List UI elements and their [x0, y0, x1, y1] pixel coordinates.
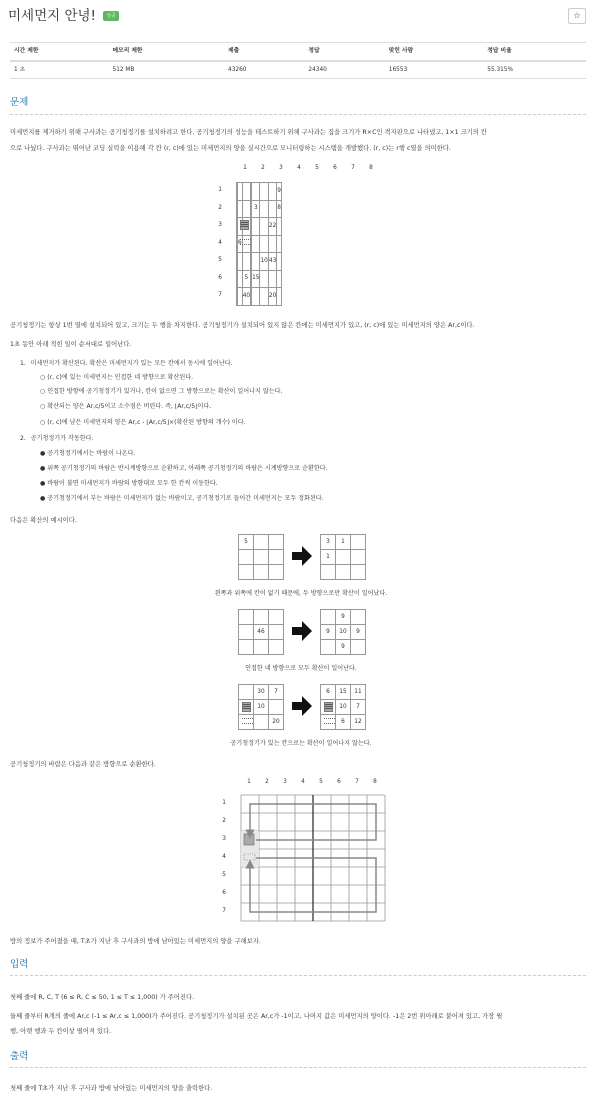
- column-header: 8: [369, 165, 373, 171]
- problem-page: [8, 0, 594, 1106]
- grid-cell: 3: [321, 535, 336, 550]
- grid-cell: [239, 700, 254, 715]
- column-header: 5: [319, 779, 323, 785]
- grid-cell: [351, 535, 366, 550]
- row-header: 7: [222, 908, 226, 914]
- row-header: 6: [218, 274, 222, 281]
- grid-row: [321, 685, 366, 700]
- column-header: 1: [243, 165, 247, 171]
- problem-intro-line-2: 으로 나눴다. 구사과는 뛰어난 코딩 실력을 이용해 각 칸 (r, c)에 있는 미세먼지의 양을 실시간으로 모니터링하는 시스템을 개발했다. (r, c)는 r행 c열을 의미한다.: [10, 145, 451, 152]
- section-title-input: 입력: [10, 959, 29, 970]
- column-header: 7: [355, 779, 359, 785]
- section-divider: [10, 1067, 586, 1068]
- example-1-before-grid: [238, 534, 284, 580]
- step-1-number: 1.: [20, 360, 26, 367]
- grid-cell: [254, 640, 269, 655]
- example-1-after-grid: [320, 534, 366, 580]
- input-line-1: 첫째 줄에 R, C, T (6 ≤ R, C ≤ 50, 1 ≤ T ≤ 1,000) 가 주어진다.: [10, 994, 195, 1001]
- list-item: [40, 372, 193, 384]
- problem-per-second: 1초 동안 아래 적힌 일이 순서대로 일어난다.: [10, 341, 132, 348]
- grid-cell: 5: [239, 535, 254, 550]
- grid-cell: [252, 288, 260, 306]
- value-accept-rate: 55.315%: [483, 61, 586, 79]
- list-item-text: 바람이 불면 미세먼지가 바람의 방향대로 모두 한 칸씩 이동한다.: [47, 480, 218, 487]
- example-3-after-grid: [320, 684, 366, 730]
- grid-cell: 3: [252, 200, 260, 218]
- grid-cell: [239, 640, 254, 655]
- grid-cell: 20: [269, 715, 284, 730]
- grid-row: [239, 550, 284, 565]
- example-1-after-table: [320, 534, 366, 580]
- column-header: 4: [301, 779, 305, 785]
- row-header: 4: [222, 854, 226, 860]
- grid-cell: 9: [321, 625, 336, 640]
- value-solved-users: 16553: [385, 61, 484, 79]
- value-time-limit: 1 초: [10, 61, 109, 79]
- row-header: 1: [222, 800, 226, 806]
- example-3-before-table: [238, 684, 284, 730]
- header-time-limit: 시간 제한: [10, 43, 109, 61]
- grid-row: [239, 685, 284, 700]
- air-purifier-base-icon: [239, 715, 253, 729]
- grid-row: [321, 715, 366, 730]
- grid-cell: [269, 700, 284, 715]
- grid-row: [237, 183, 282, 201]
- grid-cell: [260, 270, 268, 288]
- column-header: 3: [279, 165, 283, 171]
- grid-cell: [254, 535, 269, 550]
- problem-after-grid: 공기청정기는 항상 1번 열에 설치되어 있고, 크기는 두 행을 차지한다. 공기청정기가 설치되어 있지 않은 칸에는 미세먼지가 있고, (r, c)에 있는 미세먼지의 양은 Ar,c이다.: [10, 322, 475, 329]
- list-item-text: 인접한 방향에 공기청정기가 있거나, 칸이 없으면 그 방향으로는 확산이 일어나지 않는다.: [47, 388, 283, 395]
- grid-cell: [260, 200, 268, 218]
- row-header: 2: [218, 204, 222, 211]
- grid-cell: [351, 565, 366, 580]
- grid-cell: 46: [254, 625, 269, 640]
- grid-cell: [268, 235, 276, 253]
- grid-cell: [321, 640, 336, 655]
- column-header: 4: [297, 165, 301, 171]
- example-1-before-table: [238, 534, 284, 580]
- bullet-icon: ○: [40, 374, 46, 381]
- list-item-text: 공기청정기에서는 바람이 나온다.: [47, 450, 136, 457]
- grid-row: [239, 640, 284, 655]
- grid-cell: 8: [277, 200, 282, 218]
- list-item: [40, 417, 246, 429]
- step-1-text: 미세먼지가 확산된다. 확산은 미세먼지가 있는 모든 칸에서 동시에 일어난다.: [30, 360, 233, 367]
- column-header: 6: [333, 165, 337, 171]
- problem-intro-line-1: 미세먼지를 제거하기 위해 구사과는 공기청정기를 설치하려고 한다. 공기청정기의 성능을 테스트하기 위해 구사과는 집을 크기가 R×C인 격자판으로 나타냈고, 1×1 크기의 칸: [10, 129, 487, 136]
- section-divider: [10, 114, 586, 115]
- example-2-after-table: [320, 609, 366, 655]
- list-item: [40, 463, 328, 475]
- list-item-text: (r, c)에 남은 미세먼지의 양은 Ar,c - ⌊Ar,c/5⌋×(확산된 방향의 개수) 이다.: [47, 419, 246, 426]
- grid-row: [321, 625, 366, 640]
- grid-cell: 11: [351, 685, 366, 700]
- grid-cell: 22: [268, 218, 276, 236]
- bullet-icon: ●: [40, 480, 46, 487]
- arrow-icon: [292, 621, 312, 645]
- grid-row: [239, 535, 284, 550]
- column-header: 3: [283, 779, 287, 785]
- grid-cell: [254, 715, 269, 730]
- grid-cell: 5: [242, 270, 250, 288]
- air-purifier-icon: [244, 834, 254, 845]
- grid-cell: 1: [336, 535, 351, 550]
- grid-cell: 10: [336, 625, 351, 640]
- list-item: [40, 386, 282, 398]
- page-title: [8, 6, 119, 26]
- title-row: [8, 6, 594, 28]
- grid-cell: 6: [336, 715, 351, 730]
- grid-cell: [260, 288, 268, 306]
- grid-cell: [239, 715, 254, 730]
- air-purifier-icon: [239, 700, 253, 714]
- header-solved-users: 맞힌 사람: [385, 43, 484, 61]
- grid-cell: [239, 610, 254, 625]
- header-memory-limit: 메모리 제한: [109, 43, 225, 61]
- row-header: 6: [222, 890, 226, 896]
- problem-info-table: [10, 42, 586, 79]
- grid-cell: [242, 253, 250, 271]
- example-3-caption: 공기청정기가 있는 칸으로는 확산이 일어나지 않는다.: [230, 740, 372, 747]
- grid-cell: 1: [321, 550, 336, 565]
- grid-cell: [269, 640, 284, 655]
- section-title-problem: 문제: [10, 97, 29, 108]
- example-2-caption: 인접한 네 방향으로 모두 확산이 일어난다.: [245, 665, 357, 672]
- grid-cell: 12: [351, 715, 366, 730]
- value-memory-limit: 512 MB: [109, 61, 225, 79]
- page-title-text: 미세먼지 안녕!: [8, 8, 96, 24]
- list-item: [40, 448, 136, 460]
- grid-row: [239, 610, 284, 625]
- example-intro: 다음은 확산의 예시이다.: [10, 517, 77, 524]
- row-header: 3: [222, 836, 226, 842]
- column-header: 1: [247, 779, 251, 785]
- list-item-text: (r, c)에 있는 미세먼지는 인접한 네 방향으로 확산된다.: [47, 374, 194, 381]
- grid-row: [237, 253, 282, 271]
- arrow-icon: [292, 696, 312, 720]
- grid-cell: [239, 565, 254, 580]
- example-3-before-grid: [238, 684, 284, 730]
- step-2-text: 공기청정기가 작동한다.: [30, 435, 94, 442]
- bullet-icon: ●: [40, 450, 46, 457]
- grid-cell: [242, 183, 250, 201]
- main-grid: [236, 182, 282, 306]
- column-header: 7: [351, 165, 355, 171]
- grid-row: [321, 535, 366, 550]
- grid-row: [321, 565, 366, 580]
- row-header: 7: [218, 292, 222, 298]
- bullet-icon: ○: [40, 403, 46, 410]
- grid-cell: [269, 610, 284, 625]
- grid-row: [237, 200, 282, 218]
- grid-cell: [252, 218, 260, 236]
- grid-cell: 15: [336, 685, 351, 700]
- grid-cell: [321, 565, 336, 580]
- star-icon: ☆: [573, 11, 581, 20]
- list-item-text: 공기청정기에서 부는 바람은 미세먼지가 없는 바람이고, 공기청정기로 들어간 미세먼지는 모두 정화된다.: [47, 495, 324, 502]
- list-item-text: 위쪽 공기청정기의 바람은 반시계방향으로 순환하고, 아래쪽 공기청정기의 바람은 시계방향으로 순환한다.: [47, 465, 328, 472]
- grid-row: [321, 700, 366, 715]
- circulation-intro: 공기청정기의 바람은 다음과 같은 방향으로 순환한다.: [10, 761, 156, 768]
- grid-cell: [336, 550, 351, 565]
- bullet-icon: ○: [40, 419, 46, 426]
- grid-cell: [321, 610, 336, 625]
- column-header: 2: [265, 779, 269, 785]
- grid-cell: [252, 235, 260, 253]
- grid-cell: [321, 715, 336, 730]
- header-submissions: 제출: [224, 43, 304, 61]
- step-2-number: 2.: [20, 435, 26, 442]
- value-accepted: 24340: [304, 61, 384, 79]
- column-header: 6: [337, 779, 341, 785]
- grid-cell: [242, 200, 250, 218]
- column-header: 8: [373, 779, 377, 785]
- row-header: 1: [218, 187, 222, 193]
- info-value-row: [10, 61, 586, 79]
- grid-cell: [239, 685, 254, 700]
- grid-cell: [254, 565, 269, 580]
- status-badge: 성공: [103, 11, 119, 21]
- main-grid-table: [236, 182, 282, 306]
- example-2-before-table: [238, 609, 284, 655]
- grid-cell: [277, 253, 282, 271]
- grid-cell: [269, 535, 284, 550]
- grid-cell: 10: [336, 700, 351, 715]
- grid-row: [239, 715, 284, 730]
- value-submissions: 43260: [224, 61, 304, 79]
- example-2-before-grid: [238, 609, 284, 655]
- grid-cell: 9: [351, 625, 366, 640]
- grid-cell: [260, 183, 268, 201]
- bullet-icon: ●: [40, 495, 46, 502]
- grid-cell: [268, 270, 276, 288]
- row-header: 5: [218, 257, 222, 263]
- grid-cell: 40: [242, 288, 250, 306]
- grid-cell: 30: [254, 685, 269, 700]
- info-header-row: [10, 43, 586, 61]
- column-header: 2: [261, 165, 265, 171]
- grid-cell: [252, 253, 260, 271]
- grid-row: [237, 288, 282, 306]
- row-header: 4: [218, 239, 222, 246]
- grid-cell: [321, 700, 336, 715]
- grid-cell: 10: [260, 253, 268, 271]
- grid-row: [237, 270, 282, 288]
- arrow-icon: [292, 546, 312, 570]
- air-purifier-icon: [321, 700, 335, 714]
- list-item: [40, 401, 211, 413]
- grid-cell: [239, 550, 254, 565]
- problem-question: 방의 정보가 주어졌을 때, T초가 지난 후 구사과의 방에 남아있는 미세먼지의 양을 구해보자.: [10, 938, 261, 945]
- grid-row: [321, 550, 366, 565]
- grid-cell: [351, 640, 366, 655]
- row-header: 2: [222, 818, 226, 824]
- grid-cell: 7: [269, 685, 284, 700]
- list-item: [40, 478, 218, 490]
- grid-cell: [260, 218, 268, 236]
- list-item-text: 확산되는 양은 Ar,c/5이고 소수점은 버린다. 즉, ⌊Ar,c/5⌋이다.: [47, 403, 212, 410]
- grid-cell: [351, 610, 366, 625]
- input-line-2: 둘째 줄부터 R개의 줄에 Ar,c (-1 ≤ Ar,c ≤ 1,000)가 주어진다. 공기청정기가 설치된 곳은 Ar,c가 -1이고, 나머지 값은 미세먼지의 양이다. -1은 2번 위아래로 붙어져 있고, 가장 윗: [10, 1013, 503, 1020]
- section-title-output: 출력: [10, 1051, 29, 1062]
- grid-row: [239, 625, 284, 640]
- grid-cell: [239, 625, 254, 640]
- section-divider: [10, 975, 586, 976]
- header-accept-rate: 정답 비율: [483, 43, 586, 61]
- grid-row: [237, 218, 282, 236]
- grid-cell: 9: [336, 610, 351, 625]
- grid-cell: [268, 183, 276, 201]
- grid-cell: [268, 200, 276, 218]
- output-line-1: 첫째 줄에 T초가 지난 후 구사과 방에 남아있는 미세먼지의 양을 출력한다.: [10, 1085, 213, 1092]
- step-2: [20, 433, 94, 445]
- grid-cell: [254, 610, 269, 625]
- bullet-icon: ○: [40, 388, 46, 395]
- grid-cell: [277, 270, 282, 288]
- grid-row: [237, 235, 282, 253]
- row-header: 3: [218, 222, 222, 228]
- grid-cell: [336, 565, 351, 580]
- step-1: [20, 358, 233, 370]
- grid-cell: 15: [252, 270, 260, 288]
- grid-cell: [351, 550, 366, 565]
- grid-cell: [269, 550, 284, 565]
- list-item: [40, 493, 324, 505]
- grid-row: [321, 610, 366, 625]
- grid-cell: [269, 625, 284, 640]
- steps-list: [20, 358, 580, 508]
- grid-cell: 20: [268, 288, 276, 306]
- example-3-after-table: [320, 684, 366, 730]
- row-header: 5: [222, 872, 226, 878]
- grid-cell: [277, 288, 282, 306]
- grid-cell: [254, 550, 269, 565]
- grid-cell: [269, 565, 284, 580]
- grid-row: [239, 700, 284, 715]
- grid-cell: 10: [254, 700, 269, 715]
- grid-cell: 6: [321, 685, 336, 700]
- grid-cell: 9: [336, 640, 351, 655]
- star-button[interactable]: [568, 8, 586, 24]
- circulation-grid: [240, 794, 386, 922]
- grid-cell: 6: [238, 235, 243, 253]
- example-1-caption: 왼쪽과 위쪽에 칸이 없기 때문에, 두 방향으로만 확산이 일어났다.: [214, 590, 388, 597]
- grid-cell: 9: [277, 183, 282, 201]
- bullet-icon: ●: [40, 465, 46, 472]
- grid-row: [321, 640, 366, 655]
- grid-cell: [260, 235, 268, 253]
- example-2-after-grid: [320, 609, 366, 655]
- grid-cell: 7: [351, 700, 366, 715]
- grid-row: [239, 565, 284, 580]
- column-header: 5: [315, 165, 319, 171]
- grid-cell: [277, 218, 282, 236]
- air-purifier-base-icon: [321, 715, 335, 729]
- grid-cell: [277, 235, 282, 253]
- input-line-3: 행, 아랫 행과 두 칸이상 떨어져 있다.: [10, 1028, 112, 1035]
- grid-cell: 43: [268, 253, 276, 271]
- grid-cell: [252, 183, 260, 201]
- header-accepted: 정답: [304, 43, 384, 61]
